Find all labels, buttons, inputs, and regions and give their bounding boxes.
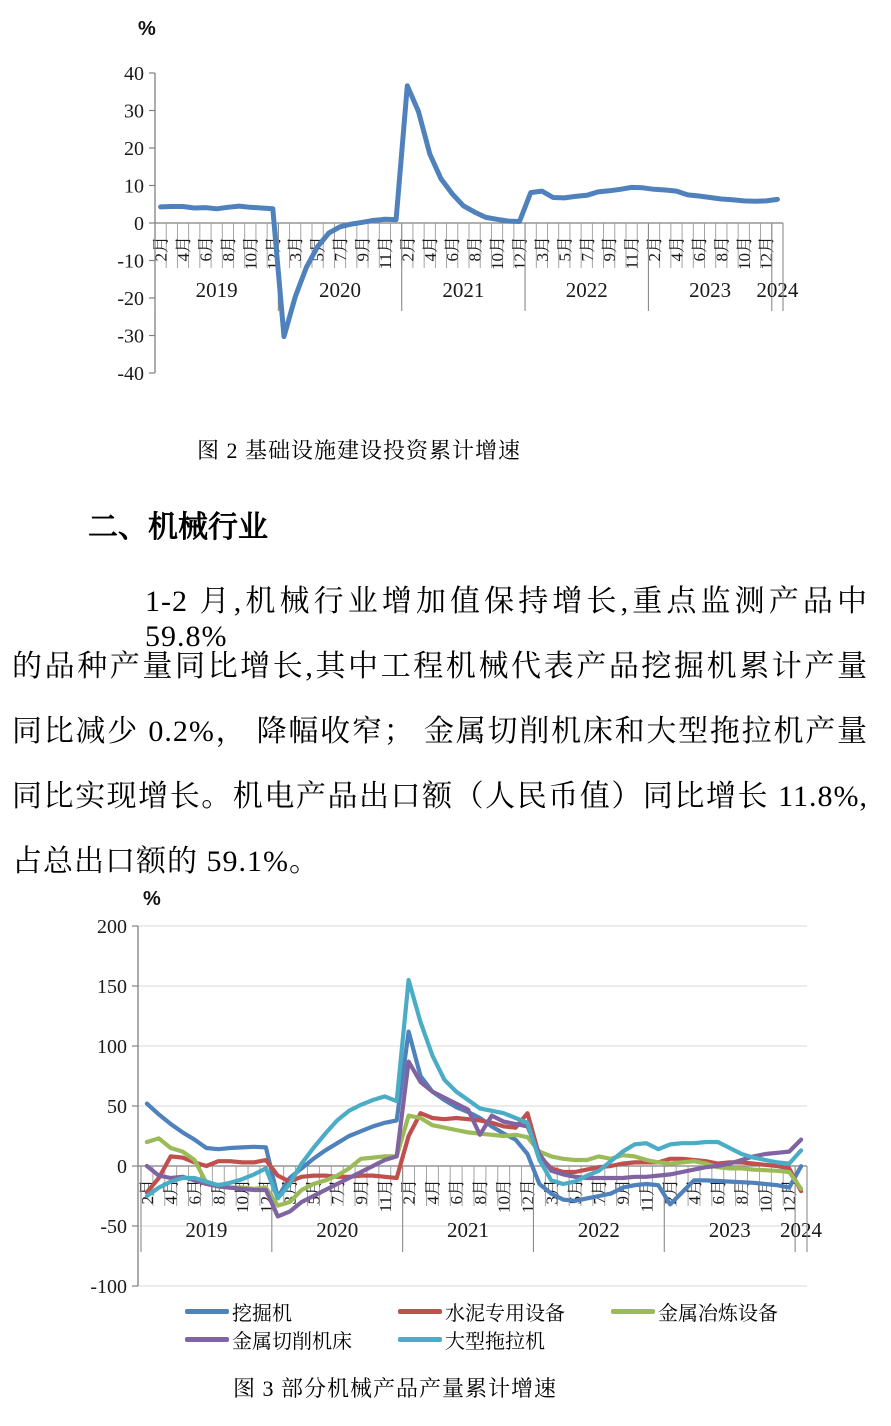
legend-item-金属冶炼设备	[611, 1297, 824, 1325]
legend-label: 金属冶炼设备	[658, 1302, 778, 1325]
y-tick-label: -20	[117, 288, 144, 310]
section-heading: 二、机械行业	[88, 511, 268, 544]
month-label: 11月	[622, 236, 642, 270]
month-label: 4月	[174, 236, 194, 262]
y-tick-label: 0	[117, 1156, 127, 1178]
month-label: 10月	[734, 236, 754, 270]
month-label: 11月	[637, 1179, 657, 1213]
legend-item-大型拖拉机	[398, 1325, 611, 1353]
paragraph-line: 1-2 月,机械行业增加值保持增长,重点监测产品中 59.8%	[145, 585, 868, 653]
figure3-caption: 图 3 部分机械产品产量累计增速	[233, 1376, 558, 1401]
year-label: 2021	[447, 1218, 490, 1242]
figure3-unit-label: %	[143, 888, 161, 910]
paragraph-line: 的品种产量同比增长,其中工程机械代表产品挖掘机累计产量	[12, 650, 868, 683]
y-tick-label: 50	[107, 1096, 127, 1118]
figure2-chart	[0, 0, 891, 400]
month-label: 8月	[218, 236, 238, 262]
month-label: 5月	[308, 236, 328, 262]
month-label: 12月	[256, 1179, 276, 1213]
month-label: 8月	[732, 1179, 752, 1205]
year-label: 2022	[565, 278, 608, 302]
month-label: 4月	[161, 1179, 181, 1205]
legend-line-icon	[398, 1337, 442, 1342]
year-label: 2022	[577, 1218, 620, 1242]
month-label: 12月	[780, 1179, 800, 1213]
year-label: 2020	[319, 278, 362, 302]
month-label: 8月	[465, 236, 485, 262]
legend-label: 金属切削机床	[232, 1330, 352, 1353]
y-tick-label: 40	[124, 63, 144, 85]
month-label: 10月	[241, 236, 261, 270]
y-tick-label: -10	[117, 250, 144, 273]
year-label: 2019	[185, 1218, 228, 1242]
month-label: 3月	[542, 1179, 562, 1205]
month-label: 7月	[577, 236, 597, 262]
month-label: 10月	[756, 1179, 776, 1213]
y-tick-label: 100	[97, 1036, 127, 1058]
month-label: 6月	[447, 1179, 467, 1205]
y-tick-label: 150	[97, 976, 127, 998]
legend-line-icon	[398, 1309, 442, 1314]
month-label: 5月	[555, 236, 575, 262]
month-label: 6月	[196, 236, 216, 262]
month-label: 9月	[600, 236, 620, 262]
legend-label: 大型拖拉机	[445, 1330, 545, 1353]
month-label: 9月	[613, 1179, 633, 1205]
month-label: 12月	[263, 236, 283, 270]
y-tick-label: -40	[117, 363, 144, 385]
figure2-unit-label: %	[138, 18, 156, 40]
year-label: 2024	[756, 278, 799, 302]
month-label: 10月	[233, 1179, 253, 1213]
month-label: 8月	[470, 1179, 490, 1205]
month-label: 7月	[328, 1179, 348, 1205]
month-label: 10月	[494, 1179, 514, 1213]
month-label: 6月	[185, 1179, 205, 1205]
month-label: 12月	[510, 236, 530, 270]
month-label: 2月	[398, 236, 418, 262]
month-label: 11月	[375, 236, 395, 270]
legend-item-水泥专用设备	[398, 1297, 611, 1325]
month-label: 6月	[708, 1179, 728, 1205]
month-label: 4月	[423, 1179, 443, 1205]
year-label: 2021	[442, 278, 485, 302]
paragraph-line: 占总出口额的 59.1%。	[12, 845, 320, 878]
legend-label: 水泥专用设备	[445, 1302, 565, 1325]
month-label: 7月	[589, 1179, 609, 1205]
month-label: 2月	[151, 236, 171, 262]
month-label: 6月	[689, 236, 709, 262]
figure2-caption: 图 2 基础设施建设投资累计增速	[197, 438, 522, 463]
month-label: 7月	[331, 236, 351, 262]
month-label: 8月	[209, 1179, 229, 1205]
y-tick-label: -30	[117, 325, 144, 348]
paragraph-line: 同比实现增长。机电产品出口额（人民币值）同比增长 11.8%,	[12, 780, 868, 813]
y-tick-label: 200	[97, 916, 127, 938]
legend-label: 挖掘机	[232, 1302, 292, 1325]
legend-line-icon	[185, 1337, 229, 1342]
month-label: 9月	[352, 1179, 372, 1205]
month-label: 12月	[757, 236, 777, 270]
y-tick-label: -50	[100, 1216, 127, 1238]
month-label: 5月	[304, 1179, 324, 1205]
year-label: 2023	[708, 1218, 751, 1242]
y-tick-label: 0	[134, 213, 144, 235]
figure3-legend	[185, 1297, 845, 1353]
year-label: 2023	[689, 278, 732, 302]
year-label: 2024	[780, 1218, 823, 1242]
y-tick-label: 30	[124, 100, 144, 123]
year-label: 2020	[316, 1218, 359, 1242]
month-label: 12月	[518, 1179, 538, 1213]
year-label: 2019	[195, 278, 238, 302]
legend-line-icon	[611, 1309, 655, 1314]
month-label: 2月	[661, 1179, 681, 1205]
month-label: 2月	[399, 1179, 419, 1205]
month-label: 10月	[488, 236, 508, 270]
month-label: 6月	[443, 236, 463, 262]
legend-item-金属切削机床	[185, 1325, 398, 1353]
y-tick-label: 20	[124, 138, 144, 160]
y-tick-label: -100	[90, 1276, 127, 1296]
y-tick-label: 10	[124, 175, 144, 198]
month-label: 4月	[667, 236, 687, 262]
month-label: 9月	[353, 236, 373, 262]
month-label: 8月	[712, 236, 732, 262]
month-label: 4月	[685, 1179, 705, 1205]
month-label: 11月	[375, 1179, 395, 1213]
month-label: 3月	[280, 1179, 300, 1205]
month-label: 4月	[420, 236, 440, 262]
month-label: 3月	[286, 236, 306, 262]
month-label: 2月	[137, 1179, 157, 1205]
month-label: 5月	[566, 1179, 586, 1205]
legend-line-icon	[185, 1309, 229, 1314]
paragraph-line: 同比减少 0.2%， 降幅收窄； 金属切削机床和大型拖拉机产量	[12, 715, 868, 748]
month-label: 3月	[532, 236, 552, 262]
figure3-chart	[0, 880, 891, 1296]
month-label: 2月	[645, 236, 665, 262]
legend-item-挖掘机	[185, 1297, 398, 1325]
